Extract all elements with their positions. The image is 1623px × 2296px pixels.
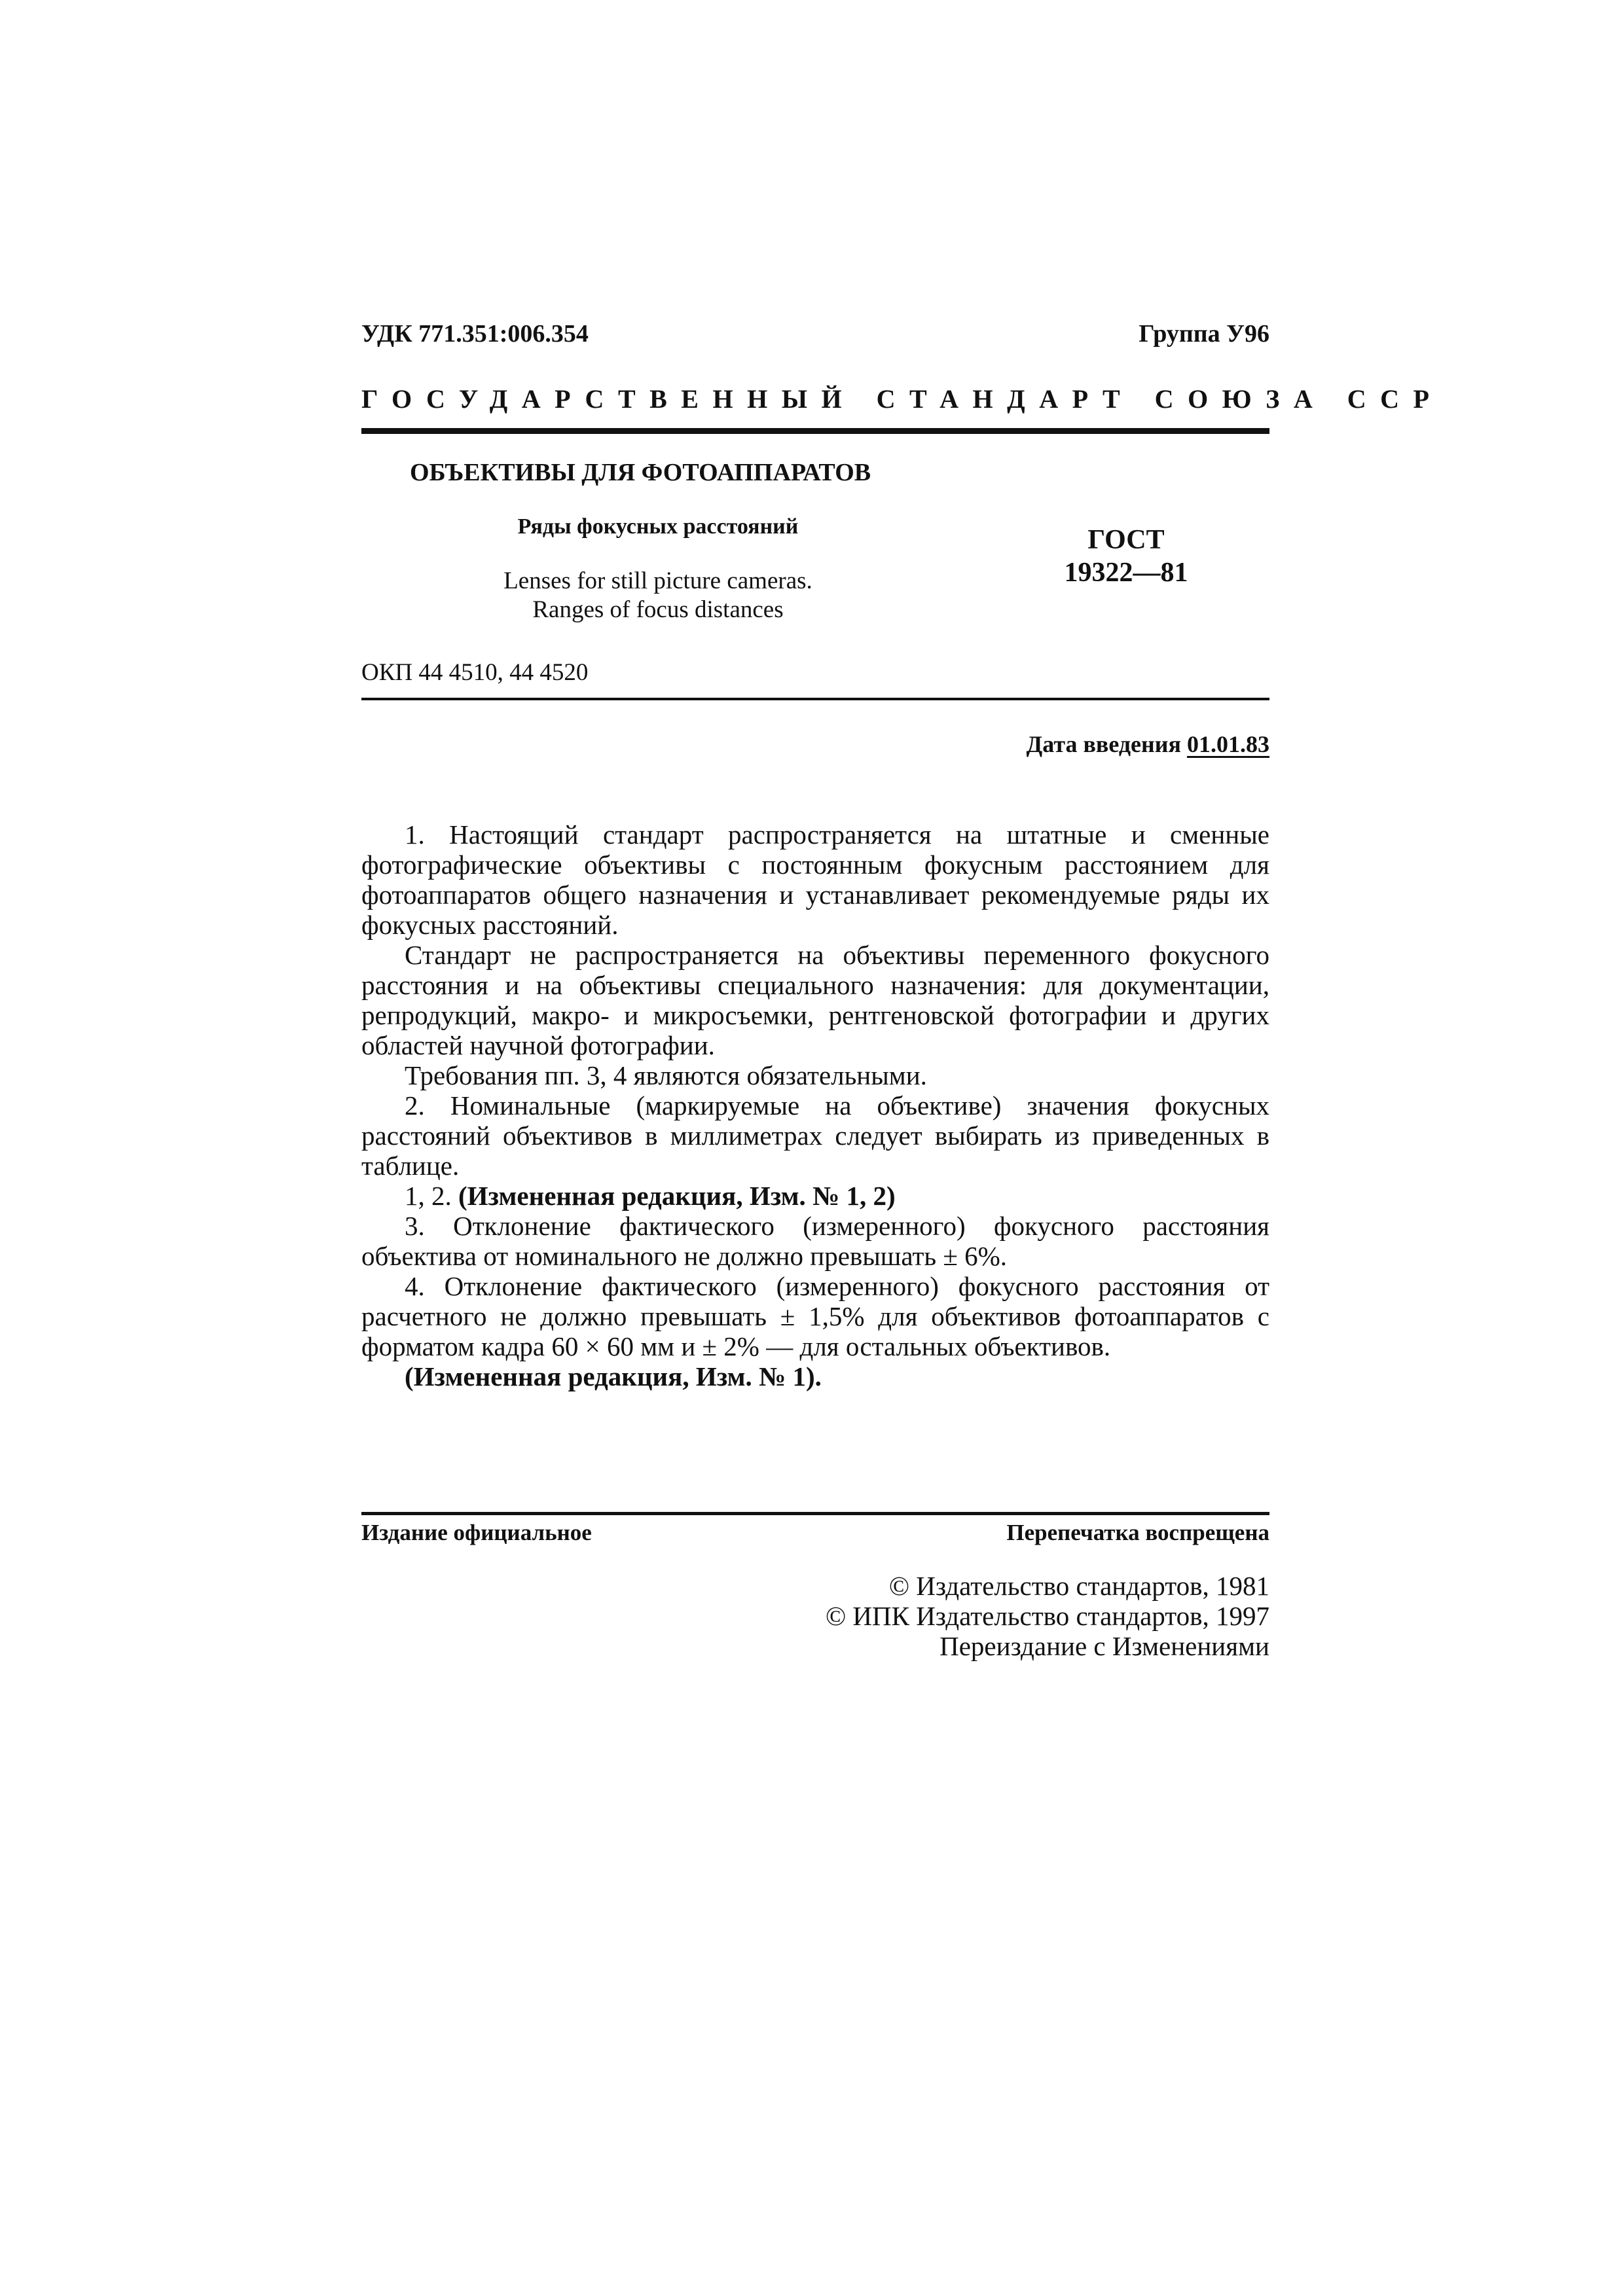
reissue-note: Переиздание с Изменениями [939, 1631, 1269, 1661]
date-value: 01.01.83 [1187, 731, 1269, 757]
gost-designation [1008, 524, 1244, 589]
amendment-note: (Измененная редакция, Изм. № 1). [405, 1361, 822, 1391]
paragraph-4: 2. Номинальные (маркируемые на объективе) значения фокусных расстояний объективов в миллиметрах следует выбирать из приведенных в таблице. [361, 1090, 1269, 1181]
copyright-block [655, 1571, 1269, 1661]
amendment-note: (Измененная редакция, Изм. № 1, 2) [458, 1181, 896, 1211]
footer-divider [361, 1512, 1269, 1515]
gost-number: 19322—81 [1064, 558, 1188, 588]
date-label: Дата введения [1026, 731, 1181, 757]
document-subtitle: Ряды фокусных расстояний [517, 514, 799, 539]
amendment-ref: 1, 2. [405, 1181, 458, 1211]
paragraph-1: 1. Настоящий стандарт распространяется на штатные и сменные фотографические объективы с постоянным фокусным расстоянием для фотоаппаратов общего назначения и устанавливает рекомендуемые ряды их фокусных расстояний. [361, 819, 1269, 940]
document-body [361, 819, 1269, 1391]
document-title: ОБЪЕКТИВЫ ДЛЯ ФОТОАППАРАТОВ [410, 459, 871, 486]
state-standard-title: ГОСУДАРСТВЕННЫЙ СТАНДАРТ СОЮЗА ССР [361, 384, 1444, 414]
reprint-notice: Перепечатка воспрещена [1006, 1520, 1269, 1545]
copyright-line-1: © Издательство стандартов, 1981 [888, 1571, 1269, 1601]
header-divider [361, 428, 1269, 434]
okp-code: ОКП 44 4510, 44 4520 [361, 659, 589, 686]
group-code: Группа У96 [1139, 320, 1269, 348]
paragraph-3: Требования пп. 3, 4 являются обязательными. [405, 1060, 927, 1090]
paragraph-8 [361, 1361, 1269, 1391]
copyright-line-2: © ИПК Издательство стандартов, 1997 [825, 1601, 1269, 1631]
english-title-line-2: Ranges of focus distances [532, 596, 784, 623]
udk-code: УДК 771.351:006.354 [361, 320, 589, 348]
official-edition: Издание официальное [361, 1520, 592, 1545]
english-title-line-1: Lenses for still picture cameras. [503, 567, 812, 594]
introduction-date [361, 730, 1269, 758]
english-title [406, 567, 910, 624]
paragraph-5 [361, 1181, 1269, 1211]
paragraph-7: 4. Отклонение фактического (измеренного) фокусного расстояния от расчетного не должно превышать ± 1,5% для объективов фотоаппаратов с форматом кадра 60 × 60 мм и ± 2% — для остальных объективов. [361, 1271, 1269, 1361]
paragraph-6: 3. Отклонение фактического (измеренного) фокусного расстояния объектива от номинального не должно превышать ± 6%. [361, 1211, 1269, 1271]
footer-row [361, 1520, 1269, 1546]
paragraph-2: Стандарт не распространяется на объективы переменного фокусного расстояния и на объективы специального назначения: для документации, репродукций, макро- и микросъемки, рентгеновской фотографии и других областей научной фотографии. [361, 940, 1269, 1060]
okp-divider [361, 698, 1269, 700]
header-row [361, 319, 1269, 359]
gost-label: ГОСТ [1087, 525, 1165, 555]
